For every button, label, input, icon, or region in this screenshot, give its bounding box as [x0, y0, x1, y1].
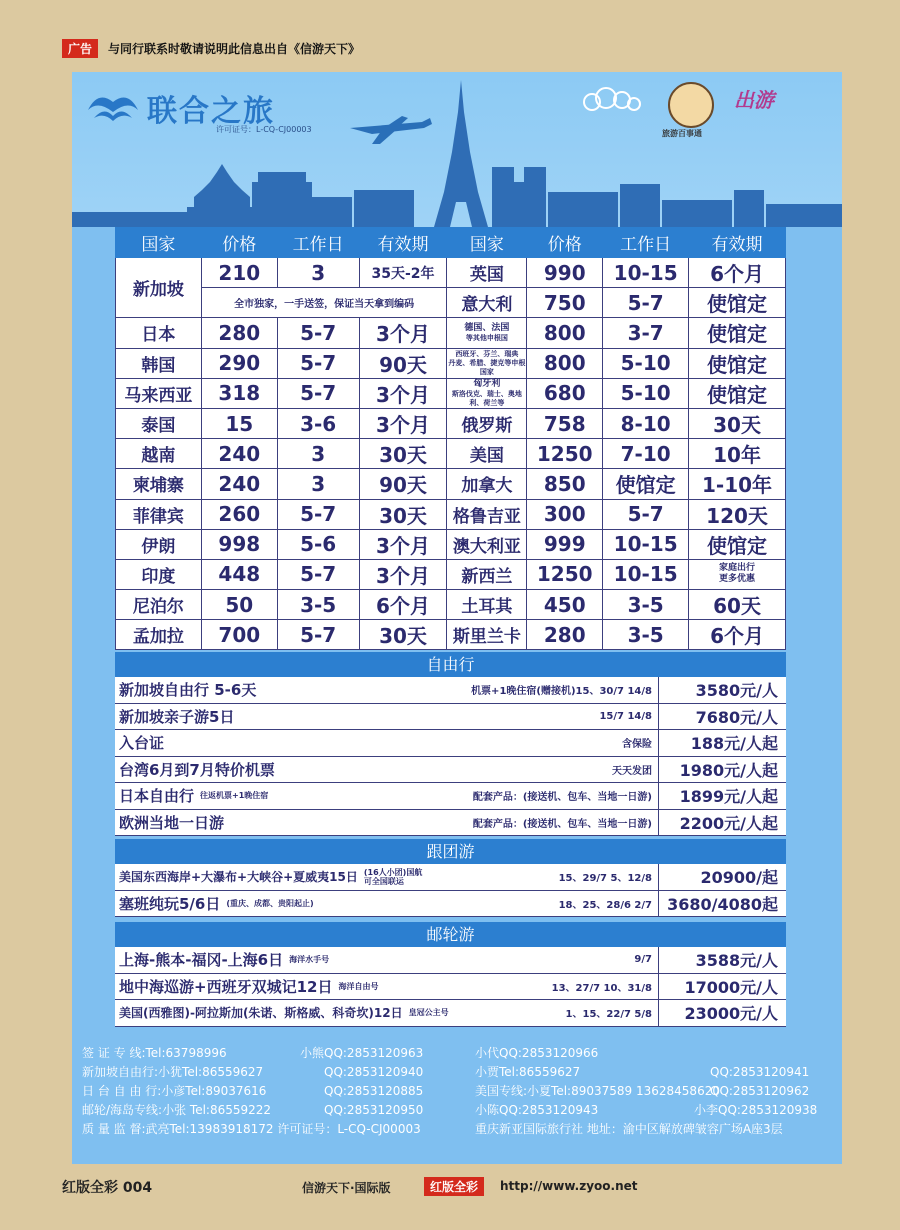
- product-dates: 机票+1晚住宿(赠接机)15、30/7 14/8: [421, 677, 659, 703]
- contact-line: 重庆新亚国际旅行社 地址：渝中区解放碑皱容广场A座3层: [475, 1122, 783, 1136]
- contact-line: 小陈QQ:2853120943: [475, 1103, 599, 1117]
- page-number: 红版全彩 004: [62, 1180, 153, 1196]
- workdays-cell: 5-6: [277, 529, 359, 559]
- country-cell-subline: 丹麦、希腊、捷克等申根国家: [448, 358, 526, 376]
- contact-line: 新加坡自由行:小犹Tel:86559627: [82, 1065, 264, 1079]
- list-item: [115, 864, 786, 891]
- free-travel-list: [115, 677, 786, 836]
- contact-line: 邮轮/海岛专线:小张 Tel:86559222: [82, 1103, 272, 1117]
- workdays-cell: 5-7: [277, 499, 359, 529]
- product-price: 20900/起: [700, 868, 778, 888]
- validity-cell-line: 家庭出行: [719, 563, 756, 574]
- product-name-cell: [115, 785, 421, 806]
- contact-line: 日 台 自 由 行:小彦Tel:89037616: [82, 1084, 267, 1098]
- price-cell: 999: [527, 529, 603, 559]
- country-cell: 新加坡: [116, 258, 202, 318]
- validity-cell: 30天: [359, 499, 447, 529]
- table-row: [116, 348, 786, 378]
- license-number: 许可证号：L-CQ-CJ00003: [216, 125, 312, 134]
- country-cell: [447, 378, 527, 408]
- header-country: 国家: [447, 228, 527, 258]
- workdays-cell: 3: [277, 439, 359, 469]
- list-item: [115, 730, 786, 757]
- advert-panel: [72, 72, 842, 1164]
- country-cell: [447, 348, 527, 378]
- country-cell: 英国: [447, 258, 527, 288]
- list-item: [115, 704, 786, 731]
- edition-tag: 红版全彩: [424, 1177, 484, 1196]
- workdays-cell: 10-15: [603, 529, 689, 559]
- table-row: [116, 590, 786, 620]
- product-note: [200, 790, 268, 801]
- product-price: 188元/人起: [690, 734, 778, 754]
- validity-cell: 30天: [359, 439, 447, 469]
- country-cell: 澳大利亚: [447, 529, 527, 559]
- price-cell: 50: [201, 590, 277, 620]
- workdays-cell: 3: [277, 258, 359, 288]
- price-cell: 1250: [527, 439, 603, 469]
- country-cell-subline: 斯洛伐克、瑞士、奥地利、荷兰等: [451, 389, 522, 407]
- product-name-cell: [115, 759, 421, 780]
- price-cell: 280: [201, 318, 277, 348]
- country-cell: 泰国: [116, 408, 202, 438]
- workdays-cell: 5-7: [277, 348, 359, 378]
- product-note-line: (16人小团)国航: [363, 867, 423, 877]
- product-name-cell: [115, 706, 421, 727]
- price-cell: 450: [527, 590, 603, 620]
- validity-cell: 3个月: [359, 559, 447, 589]
- country-cell: 格鲁吉亚: [447, 499, 527, 529]
- product-dates: 9/7: [421, 947, 659, 973]
- country-cell: 加拿大: [447, 469, 527, 499]
- product-name: 台湾6月到7月特价机票: [119, 760, 275, 779]
- product-name: 塞班纯玩5/6日: [119, 894, 221, 913]
- price-cell: 280: [527, 620, 603, 650]
- workdays-cell: 5-7: [603, 499, 689, 529]
- header-price: 价格: [527, 228, 603, 258]
- contact-line: QQ:2853120962: [710, 1084, 810, 1098]
- product-name: 美国(西雅图)-阿拉斯加(朱诺、斯格威、科奇坎)12日: [119, 1006, 403, 1021]
- validity-cell: 10年: [689, 439, 786, 469]
- validity-cell: 120天: [689, 499, 786, 529]
- product-note-line: 皇冠公主号: [408, 1008, 449, 1018]
- header-price: 价格: [201, 228, 277, 258]
- validity-cell: 使馆定: [689, 529, 786, 559]
- header-validity: 有效期: [359, 228, 447, 258]
- price-cell: 850: [527, 469, 603, 499]
- product-price: 3680/4080起: [667, 894, 778, 914]
- product-name-cell: [115, 976, 421, 997]
- top-notice: [62, 38, 360, 58]
- price-cell: 998: [201, 529, 277, 559]
- product-name-cell: [115, 949, 421, 970]
- country-cell: 美国: [447, 439, 527, 469]
- price-cell: 300: [527, 499, 603, 529]
- validity-cell: 6个月: [359, 590, 447, 620]
- visa-price-table: [115, 227, 786, 650]
- workdays-cell: 5-10: [603, 348, 689, 378]
- contact-line: QQ:2853120941: [710, 1065, 810, 1079]
- product-note-line: 可全国联运: [363, 876, 404, 886]
- product-dates: 1、15、22/7 5/8: [421, 1000, 659, 1026]
- workdays-cell: 3-5: [603, 590, 689, 620]
- country-cell: [447, 318, 527, 348]
- validity-cell: 3个月: [359, 378, 447, 408]
- validity-cell: 35天-2年: [359, 258, 447, 288]
- list-item: [115, 1000, 786, 1027]
- contact-line: 质 量 监 督:武亮Tel:13983918172 许可证号：L-CQ-CJ00003: [82, 1122, 421, 1136]
- product-name: 地中海巡游+西班牙双城记12日: [119, 977, 333, 996]
- group-tour-list: [115, 864, 786, 917]
- country-cell: 柬埔寨: [116, 469, 202, 499]
- validity-cell-subline: 更多优惠: [719, 574, 756, 585]
- airplane-icon: [350, 116, 432, 144]
- workdays-cell: 3-7: [603, 318, 689, 348]
- country-cell: 俄罗斯: [447, 408, 527, 438]
- product-dates: 15、29/7 5、12/8: [421, 864, 659, 890]
- list-item: [115, 891, 786, 918]
- country-cell: 意大利: [447, 288, 527, 318]
- product-note-line: (重庆、成都、贵阳起止): [226, 898, 314, 908]
- country-cell: 尼泊尔: [116, 590, 202, 620]
- product-name: 日本自由行: [119, 787, 195, 806]
- price-cell: 680: [527, 378, 603, 408]
- price-cell: 800: [527, 348, 603, 378]
- price-cell: 15: [201, 408, 277, 438]
- product-price: 23000元/人: [684, 1004, 778, 1024]
- product-dates: 13、27/7 10、31/8: [421, 974, 659, 1000]
- country-cell: 印度: [116, 559, 202, 589]
- mascot-badge-icon: [668, 82, 714, 128]
- workdays-cell: 8-10: [603, 408, 689, 438]
- country-cell: 新西兰: [447, 559, 527, 589]
- table-row: [116, 408, 786, 438]
- validity-cell: 6个月: [689, 258, 786, 288]
- cruise-list: [115, 947, 786, 1027]
- workdays-cell: 10-15: [603, 258, 689, 288]
- list-item: [115, 783, 786, 810]
- product-dates: 配套产品：(接送机、包车、当地一日游): [421, 810, 659, 836]
- price-cell: 210: [201, 258, 277, 288]
- product-price: 17000元/人: [684, 977, 778, 997]
- country-cell: 伊朗: [116, 529, 202, 559]
- table-row: [116, 318, 786, 348]
- validity-cell: 90天: [359, 348, 447, 378]
- brand-name: 联合之旅: [147, 94, 275, 129]
- price-cell: 750: [527, 288, 603, 318]
- product-price: 3588元/人: [695, 951, 778, 971]
- country-cell-line: 德国、法国: [464, 322, 510, 333]
- workdays-cell: 5-7: [603, 288, 689, 318]
- price-cell: 260: [201, 499, 277, 529]
- header-workdays: 工作日: [277, 228, 359, 258]
- contact-line: 小李QQ:2853120938: [694, 1103, 818, 1117]
- country-cell: 日本: [116, 318, 202, 348]
- magazine-name: 信游天下·国际版: [302, 1181, 391, 1195]
- workdays-cell: 7-10: [603, 439, 689, 469]
- country-cell: 孟加拉: [116, 620, 202, 650]
- table-row: [116, 529, 786, 559]
- product-name-cell: [115, 1004, 449, 1021]
- product-dates: 配套产品：(接送机、包车、当地一日游): [421, 783, 659, 809]
- price-cell: 240: [201, 469, 277, 499]
- workdays-cell: 3-5: [277, 590, 359, 620]
- product-name-cell: [115, 812, 421, 833]
- contact-line: QQ:2853120885: [324, 1084, 424, 1098]
- validity-cell: 使馆定: [689, 378, 786, 408]
- product-name: 入台证: [119, 734, 165, 753]
- product-note-line: 海洋自由号: [338, 981, 379, 991]
- ad-tag: 广告: [62, 39, 98, 58]
- product-name: 美国东西海岸+大瀑布+大峡谷+夏威夷15日: [119, 870, 358, 885]
- source-notice: 与同行联系时敬请说明此信息出自《信游天下》: [108, 41, 361, 56]
- product-dates: 18、25、28/6 2/7: [421, 891, 659, 917]
- header-country: 国家: [116, 228, 202, 258]
- workdays-cell: 5-10: [603, 378, 689, 408]
- header-workdays: 工作日: [603, 228, 689, 258]
- product-name: 新加坡亲子游5日: [119, 707, 235, 726]
- contact-line: 签 证 专 线:Tel:63798996: [82, 1046, 227, 1060]
- product-price: 2200元/人起: [679, 813, 778, 833]
- country-cell: 韩国: [116, 348, 202, 378]
- contact-line: 小熊QQ:2853120963: [300, 1046, 424, 1060]
- list-item: [115, 974, 786, 1001]
- product-dates: 天天发团: [421, 757, 659, 783]
- table-row: [116, 439, 786, 469]
- validity-cell: 使馆定: [689, 288, 786, 318]
- group-tour-title: 跟团游: [115, 839, 786, 864]
- list-item: [115, 947, 786, 974]
- list-item: [115, 677, 786, 704]
- workdays-cell: 3: [277, 469, 359, 499]
- list-item: [115, 757, 786, 784]
- price-cell: 758: [527, 408, 603, 438]
- product-price: 1980元/人起: [679, 760, 778, 780]
- price-cell: 290: [201, 348, 277, 378]
- country-cell: 土耳其: [447, 590, 527, 620]
- product-name: 新加坡自由行 5-6天: [119, 681, 257, 700]
- workdays-cell: 3-6: [277, 408, 359, 438]
- table-row: [116, 378, 786, 408]
- product-name: 欧洲当地一日游: [119, 813, 225, 832]
- validity-cell: 6个月: [689, 620, 786, 650]
- country-cell: 马来西亚: [116, 378, 202, 408]
- validity-cell: 3个月: [359, 529, 447, 559]
- validity-cell: 1-10年: [689, 469, 786, 499]
- product-dates: 含保险: [421, 730, 659, 756]
- mascot-badge-label: 旅游百事通: [662, 129, 702, 138]
- product-price: 3580元/人: [695, 681, 778, 701]
- validity-cell: 30天: [689, 408, 786, 438]
- contact-line: QQ:2853120940: [324, 1065, 424, 1079]
- contact-line: 美国专线:小夏Tel:89037589 13628458620: [475, 1084, 720, 1098]
- country-cell-subline: 等其他申根国: [465, 333, 508, 342]
- website-link[interactable]: http://www.zyoo.net: [500, 1179, 638, 1193]
- validity-cell: [689, 559, 786, 589]
- product-note: [338, 981, 378, 992]
- product-note-line: 海洋水手号: [289, 955, 330, 965]
- country-cell-line: 匈牙利: [473, 378, 501, 389]
- table-row: [116, 469, 786, 499]
- product-price: 1899元/人起: [679, 787, 778, 807]
- country-cell: 越南: [116, 439, 202, 469]
- table-row: [116, 620, 786, 650]
- product-price: 7680元/人: [695, 707, 778, 727]
- contact-line: QQ:2853120950: [324, 1103, 424, 1117]
- page-footer: [62, 1177, 842, 1197]
- header-validity: 有效期: [689, 228, 786, 258]
- cruise-title: 邮轮游: [115, 922, 786, 947]
- table-header-row: [116, 228, 786, 258]
- product-name: 上海-熊本-福冈-上海6日: [119, 951, 284, 970]
- validity-cell: 90天: [359, 469, 447, 499]
- product-note: [226, 898, 313, 909]
- workdays-cell: 5-7: [277, 559, 359, 589]
- product-dates: 15/7 14/8: [421, 704, 659, 730]
- contact-line: 小贾Tel:86559627: [475, 1065, 581, 1079]
- price-cell: 1250: [527, 559, 603, 589]
- logo-icon: [84, 88, 142, 124]
- product-name-cell: [115, 893, 421, 914]
- header-banner: [72, 72, 842, 227]
- validity-cell: 60天: [689, 590, 786, 620]
- country-cell: 斯里兰卡: [447, 620, 527, 650]
- travel-badge: 出游: [734, 88, 774, 112]
- workdays-cell: 5-7: [277, 378, 359, 408]
- table-row: [116, 499, 786, 529]
- workdays-cell: 使馆定: [603, 469, 689, 499]
- table-row: [116, 258, 786, 288]
- validity-cell: 使馆定: [689, 348, 786, 378]
- workdays-cell: 10-15: [603, 559, 689, 589]
- workdays-cell: 3-5: [603, 620, 689, 650]
- price-cell: 318: [201, 378, 277, 408]
- product-name-cell: [115, 679, 421, 700]
- product-name-cell: [115, 732, 421, 753]
- validity-cell: 3个月: [359, 408, 447, 438]
- price-cell: 800: [527, 318, 603, 348]
- country-cell: 菲律宾: [116, 499, 202, 529]
- product-note: [289, 954, 329, 965]
- price-cell: 240: [201, 439, 277, 469]
- price-cell: 700: [201, 620, 277, 650]
- list-item: [115, 810, 786, 837]
- price-cell: 448: [201, 559, 277, 589]
- product-note-line: 往返机票+1晚住宿: [200, 791, 269, 801]
- country-cell-line: 西班牙、芬兰、瑞典: [455, 349, 519, 358]
- product-note: [364, 868, 422, 886]
- validity-cell: 3个月: [359, 318, 447, 348]
- workdays-cell: 5-7: [277, 620, 359, 650]
- validity-cell: 30天: [359, 620, 447, 650]
- free-travel-title: 自由行: [115, 652, 786, 677]
- product-name-cell: [115, 868, 421, 886]
- workdays-cell: 5-7: [277, 318, 359, 348]
- validity-cell: 使馆定: [689, 318, 786, 348]
- price-cell: 990: [527, 258, 603, 288]
- singapore-note: 全市独家，一手送签，保证当天拿到编码: [201, 288, 447, 318]
- table-row: [116, 288, 786, 318]
- table-row: [116, 559, 786, 589]
- contact-line: 小代QQ:2853120966: [475, 1046, 599, 1060]
